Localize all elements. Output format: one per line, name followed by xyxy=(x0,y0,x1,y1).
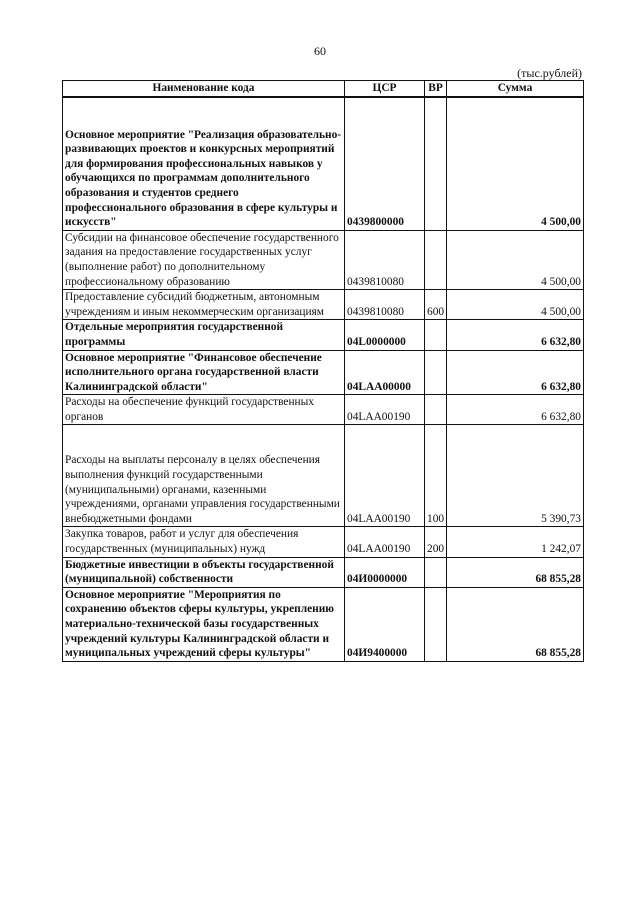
row-sum: 68 855,28 xyxy=(447,587,584,661)
row-vr xyxy=(425,557,447,587)
units-label: (тыс.рублей) xyxy=(517,66,582,80)
row-name: Основное мероприятие "Мероприятия по сохранению объектов сферы культуры, укреплению материально-технической базы государственных учреждений культуры Калининградской области и муниципальных учреждений сферы культуры" xyxy=(63,587,345,661)
row-name: Отдельные мероприятия государственной программы xyxy=(63,320,345,350)
header-name: Наименование кода xyxy=(63,81,345,97)
row-name: Предоставление субсидий бюджетным, автономным учреждениям и иным некоммерческим организациям xyxy=(63,290,345,320)
table-row xyxy=(63,320,584,350)
row-csr: 04L0000000 xyxy=(345,320,425,350)
table-row xyxy=(63,557,584,587)
row-vr xyxy=(425,350,447,395)
row-name: Расходы на выплаты персоналу в целях обеспечения выполнения функций государственными (муниципальными) органами, казенными учреждениями, органами управления государственными внебюджетными фондами xyxy=(63,425,345,527)
budget-table xyxy=(62,80,584,662)
row-name: Основное мероприятие "Финансовое обеспечение исполнительного органа государственной власти Калининградской области" xyxy=(63,350,345,395)
row-vr xyxy=(425,587,447,661)
row-name: Закупка товаров, работ и услуг для обеспечения государственных (муниципальных) нужд xyxy=(63,527,345,557)
table-row xyxy=(63,527,584,557)
header-sum: Сумма xyxy=(447,81,584,97)
row-vr: 100 xyxy=(425,425,447,527)
row-sum: 6 632,80 xyxy=(447,395,584,425)
row-sum: 4 500,00 xyxy=(447,290,584,320)
table-header-row xyxy=(63,81,584,97)
row-sum: 1 242,07 xyxy=(447,527,584,557)
table-row xyxy=(63,230,584,289)
row-csr: 0439810080 xyxy=(345,290,425,320)
table-row xyxy=(63,290,584,320)
row-csr: 04LAA00190 xyxy=(345,395,425,425)
row-name: Расходы на обеспечение функций государственных органов xyxy=(63,395,345,425)
table-row xyxy=(63,395,584,425)
row-sum: 68 855,28 xyxy=(447,557,584,587)
table-row xyxy=(63,350,584,395)
row-vr xyxy=(425,320,447,350)
row-sum: 6 632,80 xyxy=(447,320,584,350)
table-row xyxy=(63,425,584,527)
row-name: Субсидии на финансовое обеспечение государственного задания на предоставление государственных услуг (выполнение работ) по дополнительному профессиональному образованию xyxy=(63,230,345,289)
table-row xyxy=(63,97,584,231)
row-csr: 04LAA00190 xyxy=(345,425,425,527)
row-vr: 200 xyxy=(425,527,447,557)
row-csr: 04И9400000 xyxy=(345,587,425,661)
row-name: Основное мероприятие "Реализация образовательно-развивающих проектов и конкурсных мероприятий для формирования профессиональных навыков у обучающихся по программам дополнительного образования и студентов среднего профессионального образования в сфере культуры и искусств" xyxy=(63,97,345,231)
row-csr: 0439810080 xyxy=(345,230,425,289)
row-sum: 6 632,80 xyxy=(447,350,584,395)
row-vr xyxy=(425,395,447,425)
row-vr xyxy=(425,97,447,231)
row-sum: 4 500,00 xyxy=(447,97,584,231)
row-csr: 04И0000000 xyxy=(345,557,425,587)
row-sum: 4 500,00 xyxy=(447,230,584,289)
row-csr: 0439800000 xyxy=(345,97,425,231)
page-number: 60 xyxy=(314,44,326,58)
header-vr: ВР xyxy=(425,81,447,97)
table-row xyxy=(63,587,584,661)
row-csr: 04LAA00000 xyxy=(345,350,425,395)
row-sum: 5 390,73 xyxy=(447,425,584,527)
row-vr: 600 xyxy=(425,290,447,320)
row-vr xyxy=(425,230,447,289)
header-csr: ЦСР xyxy=(345,81,425,97)
row-name: Бюджетные инвестиции в объекты государственной (муниципальной) собственности xyxy=(63,557,345,587)
row-csr: 04LAA00190 xyxy=(345,527,425,557)
